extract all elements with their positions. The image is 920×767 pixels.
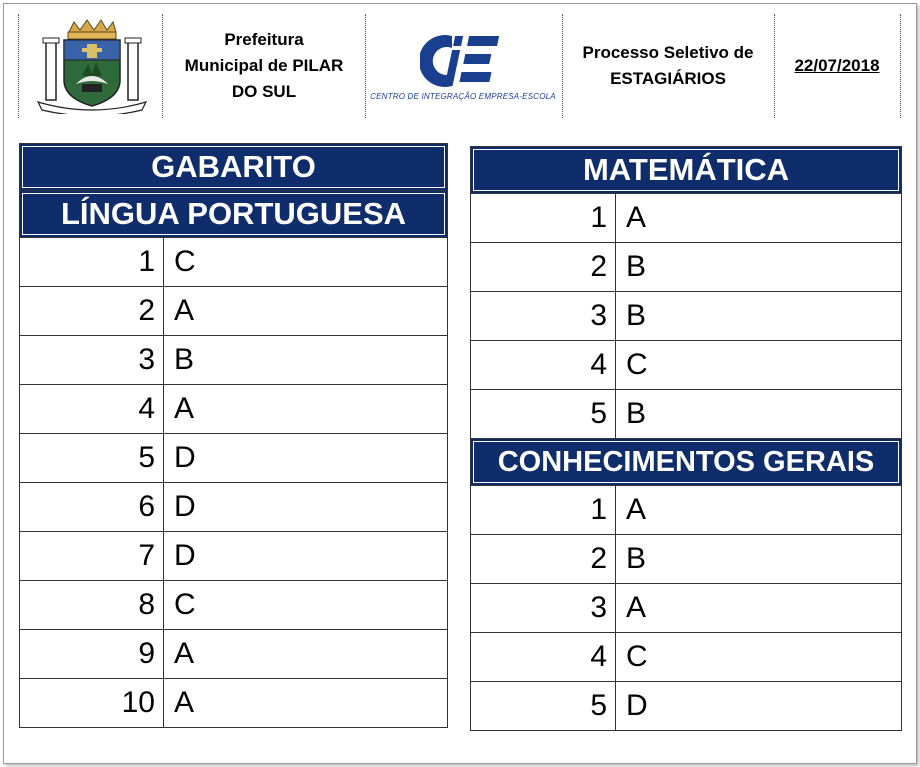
question-number: 8 bbox=[20, 581, 164, 630]
answer-row bbox=[471, 341, 902, 390]
answer-row bbox=[471, 243, 902, 292]
answer-letter: C bbox=[164, 581, 448, 630]
answer-letter: A bbox=[164, 385, 448, 434]
question-number: 3 bbox=[471, 292, 616, 341]
ciee-mark-icon bbox=[420, 32, 506, 90]
answer-letter: A bbox=[164, 679, 448, 728]
divider bbox=[562, 14, 563, 118]
exam-date: 22/07/2018 bbox=[794, 56, 880, 75]
answer-row bbox=[471, 486, 902, 535]
divider bbox=[162, 14, 163, 118]
answer-row bbox=[471, 584, 902, 633]
math-section-title: MATEMÁTICA bbox=[471, 147, 902, 194]
answer-letter: D bbox=[164, 483, 448, 532]
divider bbox=[774, 14, 775, 118]
ciee-logo bbox=[368, 16, 558, 116]
portuguese-answer-table bbox=[19, 143, 448, 728]
portuguese-section-title: LÍNGUA PORTUGUESA bbox=[20, 191, 448, 238]
answer-letter: B bbox=[616, 390, 902, 439]
answer-row bbox=[20, 336, 448, 385]
math-general-answer-table bbox=[470, 146, 902, 731]
processo-title: Processo Seletivo de ESTAGIÁRIOS bbox=[582, 43, 754, 88]
question-number: 4 bbox=[471, 341, 616, 390]
answer-row bbox=[20, 434, 448, 483]
divider bbox=[18, 14, 19, 118]
question-number: 6 bbox=[20, 483, 164, 532]
answer-row bbox=[20, 238, 448, 287]
answer-row bbox=[20, 287, 448, 336]
question-number: 4 bbox=[471, 633, 616, 682]
answer-row bbox=[20, 532, 448, 581]
municipal-crest-logo bbox=[28, 16, 153, 116]
prefeitura-title: Prefeitura Municipal de PILAR DO SUL bbox=[184, 30, 344, 101]
answer-letter: A bbox=[616, 486, 902, 535]
question-number: 3 bbox=[471, 584, 616, 633]
answer-row bbox=[20, 581, 448, 630]
answer-row bbox=[471, 633, 902, 682]
question-number: 7 bbox=[20, 532, 164, 581]
answer-row bbox=[20, 483, 448, 532]
answer-letter: A bbox=[616, 584, 902, 633]
answer-letter: B bbox=[164, 336, 448, 385]
question-number: 1 bbox=[20, 238, 164, 287]
answer-letter: D bbox=[164, 532, 448, 581]
question-number: 5 bbox=[471, 682, 616, 731]
answer-letter: C bbox=[164, 238, 448, 287]
gabarito-title: GABARITO bbox=[20, 144, 448, 191]
question-number: 5 bbox=[471, 390, 616, 439]
question-number: 3 bbox=[20, 336, 164, 385]
answer-letter: B bbox=[616, 535, 902, 584]
answer-row bbox=[471, 390, 902, 439]
divider bbox=[365, 14, 366, 118]
answer-row bbox=[20, 385, 448, 434]
question-number: 4 bbox=[20, 385, 164, 434]
ciee-logo-text: CENTRO DE INTEGRAÇÃO EMPRESA-ESCOLA bbox=[370, 91, 556, 101]
answer-letter: B bbox=[616, 243, 902, 292]
answer-row bbox=[20, 679, 448, 728]
answer-row bbox=[471, 194, 902, 243]
question-number: 9 bbox=[20, 630, 164, 679]
answer-letter: A bbox=[164, 630, 448, 679]
question-number: 1 bbox=[471, 486, 616, 535]
answer-row bbox=[20, 630, 448, 679]
answer-letter: A bbox=[616, 194, 902, 243]
answer-letter: C bbox=[616, 341, 902, 390]
answer-letter: A bbox=[164, 287, 448, 336]
general-knowledge-section-title: CONHECIMENTOS GERAIS bbox=[471, 439, 902, 486]
question-number: 2 bbox=[471, 243, 616, 292]
answer-row bbox=[471, 682, 902, 731]
question-number: 2 bbox=[20, 287, 164, 336]
answer-letter: D bbox=[164, 434, 448, 483]
question-number: 2 bbox=[471, 535, 616, 584]
question-number: 1 bbox=[471, 194, 616, 243]
question-number: 10 bbox=[20, 679, 164, 728]
answer-row bbox=[471, 535, 902, 584]
answer-row bbox=[471, 292, 902, 341]
divider bbox=[900, 14, 901, 118]
answer-letter: C bbox=[616, 633, 902, 682]
answer-letter: B bbox=[616, 292, 902, 341]
answer-letter: D bbox=[616, 682, 902, 731]
question-number: 5 bbox=[20, 434, 164, 483]
